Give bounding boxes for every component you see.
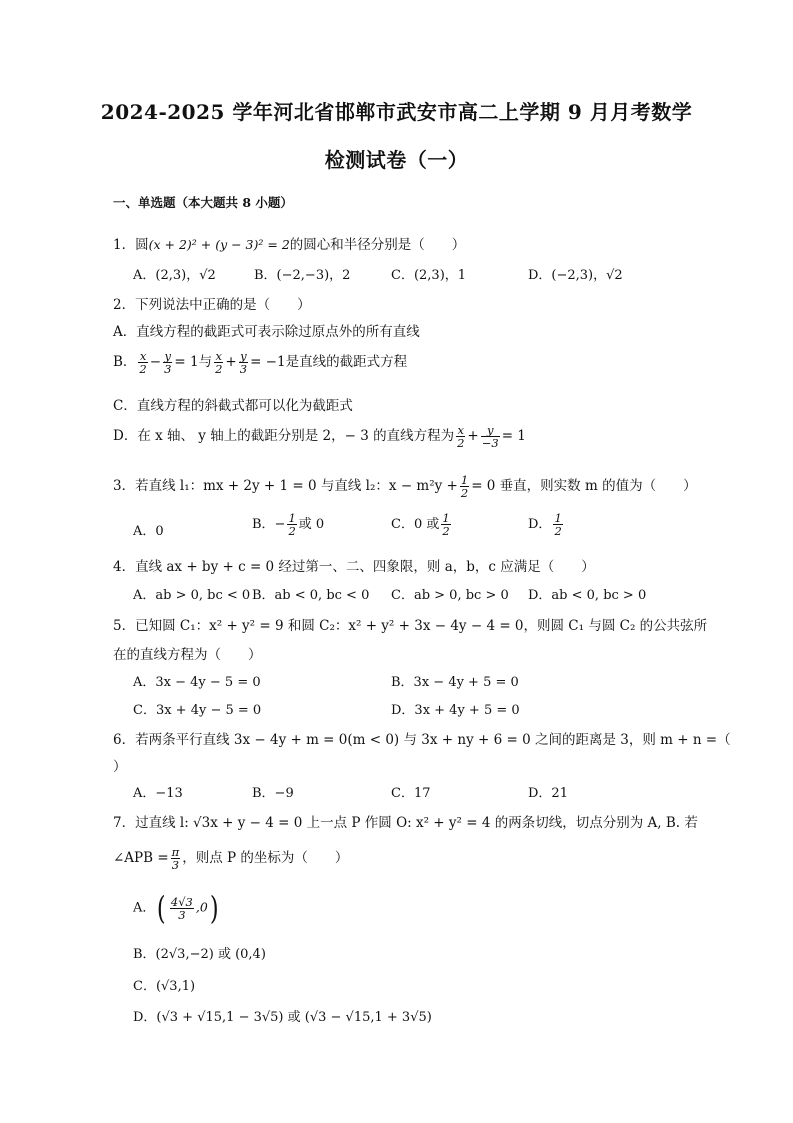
- q2-option-d: D．在 x 轴、 y 轴上的截距分别是 2，− 3 的直线方程为 $\frac{x}{2}$ + $\frac{y}{-3}$ = 1: [113, 423, 526, 450]
- frac-num: 1: [442, 511, 450, 525]
- frac-den: 2: [460, 486, 469, 500]
- q2-b-frac2: [163, 350, 172, 375]
- q1-option-b: B．(−2,−3)，2: [254, 268, 351, 283]
- frac-num: y: [240, 349, 247, 363]
- q7-a-post: ,0: [195, 899, 208, 915]
- q7-angle-pre: ∠APB =: [113, 850, 169, 866]
- q2-b-frac3: [214, 350, 223, 375]
- q1-equation: (x + 2)² + (y − 3)² = 2: [148, 237, 290, 252]
- q3-option-b: [252, 512, 324, 537]
- q7-option-b: B．(2√3,−2) 或 (0,4): [133, 947, 266, 962]
- q2-d-pre: D．在 x 轴、 y 轴上的截距分别是 2，− 3 的直线方程为: [113, 428, 455, 444]
- q2-d-frac2: [481, 424, 500, 449]
- frac-num: 4√3: [170, 894, 193, 909]
- q5-option-b: B．3x − 4y + 5 = 0: [391, 675, 519, 690]
- q5-option-d: D．3x + 4y + 5 = 0: [391, 703, 520, 718]
- q4-option-d: D．ab < 0, bc > 0: [528, 588, 647, 603]
- frac-num: π: [171, 845, 180, 859]
- q2-b-frac4: [239, 350, 248, 375]
- q5-option-c: C．3x + 4y − 5 = 0: [133, 703, 262, 718]
- question-1-stem: [113, 233, 465, 253]
- q7-option-d: D．(√3 + √15,1 − 3√5) 或 (√3 − √15,1 + 3√5): [133, 1010, 432, 1025]
- frac-num: y: [164, 349, 171, 363]
- q2-b-mid: = 1与: [174, 354, 213, 370]
- q2-d-frac1: [456, 424, 465, 449]
- q2-option-c: C．直线方程的斜截式都可以化为截距式: [113, 398, 353, 414]
- frac-num: y: [481, 424, 500, 437]
- document-title-line1: 2024-2025 学年河北省邯郸市武安市高二上学期 9 月月考数学: [100, 100, 693, 124]
- frac-num: 1: [554, 511, 562, 525]
- question-3-stem: [113, 474, 697, 499]
- right-paren: ): [209, 889, 219, 927]
- q3-d-pre: D．: [528, 517, 552, 532]
- left-paren: (: [157, 889, 167, 927]
- q3-b-frac: [287, 512, 296, 537]
- question-6-stem-line1: 6．若两条平行直线 3x − 4y + m = 0(m < 0) 与 3x + ny + 6 = 0 之间的距离是 3，则 m + n =（: [113, 732, 731, 748]
- question-4-stem: 4．直线 ax + by + c = 0 经过第一、二、四象限，则 a，b，c 应满足（ ）: [113, 559, 595, 575]
- q3-c-pre: C．0 或: [391, 517, 440, 532]
- q3-option-d: [528, 512, 565, 537]
- q1-stem-post: 的圆心和半径分别是（ ）: [289, 237, 466, 253]
- q3-b-pre: B．−: [252, 517, 286, 532]
- q2-option-a: A．直线方程的截距式可表示除过原点外的所有直线: [113, 324, 420, 340]
- q2-d-post: = 1: [501, 428, 526, 444]
- frac-den: 2: [554, 524, 562, 538]
- q7-stem2-post: ，则点 P 的坐标为（ ）: [182, 850, 349, 866]
- q1-stem-pre: 1．圆: [113, 237, 149, 253]
- frac-den: 2: [442, 524, 450, 538]
- q3-stem-post: = 0 垂直，则实数 m 的值为（ ）: [471, 478, 697, 494]
- q5-option-a: A．3x − 4y − 5 = 0: [133, 675, 261, 690]
- frac-num: x: [215, 349, 222, 363]
- q7-option-a: [133, 889, 220, 927]
- q7-angle-frac: [171, 846, 181, 871]
- q7-option-c: C．(√3,1): [133, 979, 196, 994]
- q3-c-frac: [441, 512, 450, 537]
- frac-num: 1: [288, 511, 296, 525]
- q1-option-a: A．(2,3)，√2: [133, 268, 216, 283]
- frac-den: 3: [164, 362, 172, 376]
- q6-option-d: D．21: [528, 786, 568, 801]
- q2-b-label: B．: [113, 354, 137, 370]
- frac-num: x: [139, 349, 147, 363]
- question-6-stem-line2: ）: [113, 759, 127, 775]
- q2-option-b: B． $\frac{x}{2}$ − $\frac{y}{3}$ = 1与 $\frac{x}{2}$ + $\frac{y}{3}$ = −1是直线的截距式方程: [113, 349, 408, 376]
- q3-stem-pre: 3．若直线 l₁：mx + 2y + 1 = 0 与直线 l₂：x − m²y +: [113, 478, 458, 494]
- question-2-stem: 2．下列说法中正确的是（ ）: [113, 297, 311, 313]
- frac-den: −3: [481, 436, 499, 450]
- q3-b-post: 或 0: [298, 517, 325, 532]
- q2-b-post: = −1是直线的截距式方程: [250, 354, 408, 370]
- q6-option-c: C．17: [391, 786, 431, 801]
- question-7-stem-line2: [113, 846, 348, 871]
- q4-option-c: C．ab > 0, bc > 0: [391, 588, 509, 603]
- q6-option-b: B．−9: [252, 786, 294, 801]
- question-7-stem-line1: 7．过直线 l: √3x + y − 4 = 0 上一点 P 作圆 O: x² + y² = 4 的两条切线，切点分别为 A, B. 若: [113, 815, 698, 831]
- frac-den: 2: [215, 362, 223, 376]
- section-heading: 一、单选题（本大题共 8 小题）: [113, 195, 293, 210]
- q4-option-a: A．ab > 0, bc < 0: [133, 588, 251, 603]
- frac-den: 3: [171, 858, 180, 872]
- document-title-line2: 检测试卷（一）: [324, 148, 469, 172]
- frac-den: 2: [457, 436, 465, 450]
- frac-num: 1: [460, 473, 469, 487]
- q3-option-c: [391, 512, 453, 537]
- question-5-stem-line2: 在的直线方程为（ ）: [113, 647, 262, 663]
- frac-num: x: [457, 423, 464, 437]
- q3-option-a: A．0: [133, 524, 164, 539]
- q3-d-frac: [553, 512, 562, 537]
- q4-option-b: B．ab < 0, bc < 0: [252, 588, 370, 603]
- q3-stem-frac: [460, 474, 469, 499]
- frac-den: 2: [139, 362, 147, 376]
- frac-den: 2: [288, 524, 296, 538]
- q1-option-d: D．(−2,3)，√2: [528, 268, 623, 283]
- q7-a-label: A．: [133, 900, 156, 916]
- q1-option-c: C．(2,3)，1: [391, 268, 467, 283]
- frac-den: 3: [239, 362, 248, 376]
- frac-den: 3: [178, 907, 186, 922]
- q7-a-frac: [170, 896, 194, 921]
- q6-option-a: A．−13: [133, 786, 183, 801]
- q2-b-frac1: [138, 350, 147, 375]
- question-5-stem-line1: 5．已知圆 C₁：x² + y² = 9 和圆 C₂：x² + y² + 3x − 4y − 4 = 0，则圆 C₁ 与圆 C₂ 的公共弦所: [113, 618, 708, 634]
